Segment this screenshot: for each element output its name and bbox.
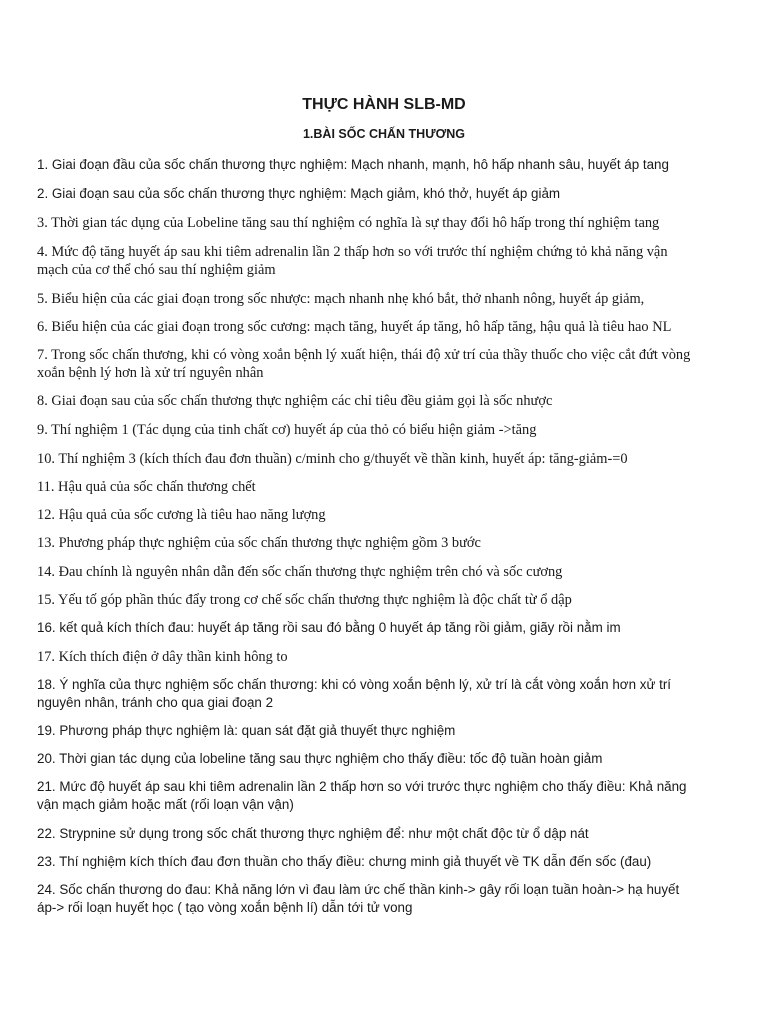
list-item: 9. Thí nghiệm 1 (Tác dụng của tinh chất cơ) huyết áp của thỏ có biểu hiện giảm ->tăng <box>37 422 537 438</box>
list-item: 12. Hậu quả của sốc cương là tiêu hao năng lượng <box>37 507 326 523</box>
list-item: 13. Phương pháp thực nghiệm của sốc chấn thương thực nghiệm gồm 3 bước <box>37 535 481 551</box>
list-item: 23. Thí nghiệm kích thích đau đơn thuần cho thấy điều: chưng minh giả thuyết về TK dẫn đến sốc (đau) <box>37 854 652 869</box>
list-item: 8. Giai đoạn sau của sốc chấn thương thực nghiệm các chỉ tiêu đều giảm gọi là sốc nhược <box>37 393 553 409</box>
list-item: 17. Kích thích điện ở dây thần kinh hông to <box>37 649 288 665</box>
list-item: 22. Strypnine sử dụng trong sốc chất thương thực nghiệm để: như một chất độc từ ổ dập nát <box>37 826 589 841</box>
list-item: 2. Giai đoạn sau của sốc chấn thương thực nghiệm: Mạch giảm, khó thở, huyết áp giảm <box>37 186 561 201</box>
list-item: 14. Đau chính là nguyên nhân dẫn đến sốc chấn thương thực nghiệm trên chó và sốc cương <box>37 564 563 580</box>
list-item: 5. Biểu hiện của các giai đoạn trong sốc nhược: mạch nhanh nhẹ khó bắt, thở nhanh nông, huyết áp giảm, <box>37 291 645 307</box>
list-item: 20. Thời gian tác dụng của lobeline tăng sau thực nghiệm cho thấy điều: tốc độ tuần hoàn giảm <box>37 751 603 766</box>
list-item: 15. Yếu tố góp phần thúc đẩy trong cơ chế sốc chấn thương thực nghiệm là độc chất từ ổ dập <box>37 592 572 608</box>
list-item: 18. Ý nghĩa của thực nghiệm sốc chấn thương: khi có vòng xoắn bệnh lý, xử trí là cắt vòng xoắn hơn xử trí nguyên nhân, tránh cho qua giai đoạn 2 <box>37 677 672 710</box>
list-item: 4. Mức độ tăng huyết áp sau khi tiêm adrenalin lần 2 thấp hơn so với trước thí nghiệm chứng tỏ khả năng vận mạch của cơ thể chó sau thí nghiệm giảm <box>37 244 668 278</box>
list-item: 10. Thí nghiệm 3 (kích thích đau đơn thuần) c/minh cho g/thuyết về thần kinh, huyết áp: tăng-giảm-=0 <box>37 451 628 467</box>
page-title: THỰC HÀNH SLB-MD <box>302 96 466 113</box>
list-item: 21. Mức độ huyết áp sau khi tiêm adrenalin lần 2 thấp hơn so với trước thực nghiệm cho thấy điều: Khả năng vận mạch giảm hoặc mất (rối loạn vận vận) <box>37 779 687 812</box>
list-item: 3. Thời gian tác dụng của Lobeline tăng sau thí nghiệm có nghĩa là sự thay đổi hô hấp trong thí nghiệm tang <box>37 215 660 231</box>
section-heading: 1.BÀI SỐC CHẤN THƯƠNG <box>302 127 465 141</box>
list-item: 6. Biểu hiện của các giai đoạn trong sốc cương: mạch tăng, huyết áp tăng, hô hấp tăng, hậu quả là tiêu hao NL <box>37 319 672 335</box>
list-item: 11. Hậu quả của sốc chấn thương chết <box>37 479 256 495</box>
list-item: 24. Sốc chấn thương do đau: Khả năng lớn vì đau làm ức chế thần kinh-> gây rối loạn tuần hoàn-> hạ huyết áp-> rối loạn huyết học ( tạo vòng xoắn bệnh lí) dẫn tới tử vong <box>37 882 680 915</box>
list-item: 7. Trong sốc chấn thương, khi có vòng xoắn bệnh lý xuất hiện, thái độ xử trí của thầy thuốc cho việc cắt đứt vòng xoắn bệnh lý hơn là xử trí nguyên nhân <box>37 347 691 381</box>
list-item: 16. kết quả kích thích đau: huyết áp tăng rồi sau đó bằng 0 huyết áp tăng rồi giảm, giãy rồi nằm im <box>37 620 621 635</box>
list-item: 19. Phương pháp thực nghiệm là: quan sát đặt giả thuyết thực nghiệm <box>37 723 456 738</box>
list-item: 1. Giai đoạn đầu của sốc chấn thương thực nghiệm: Mạch nhanh, mạnh, hô hấp nhanh sâu, huyết áp tang <box>37 157 669 172</box>
